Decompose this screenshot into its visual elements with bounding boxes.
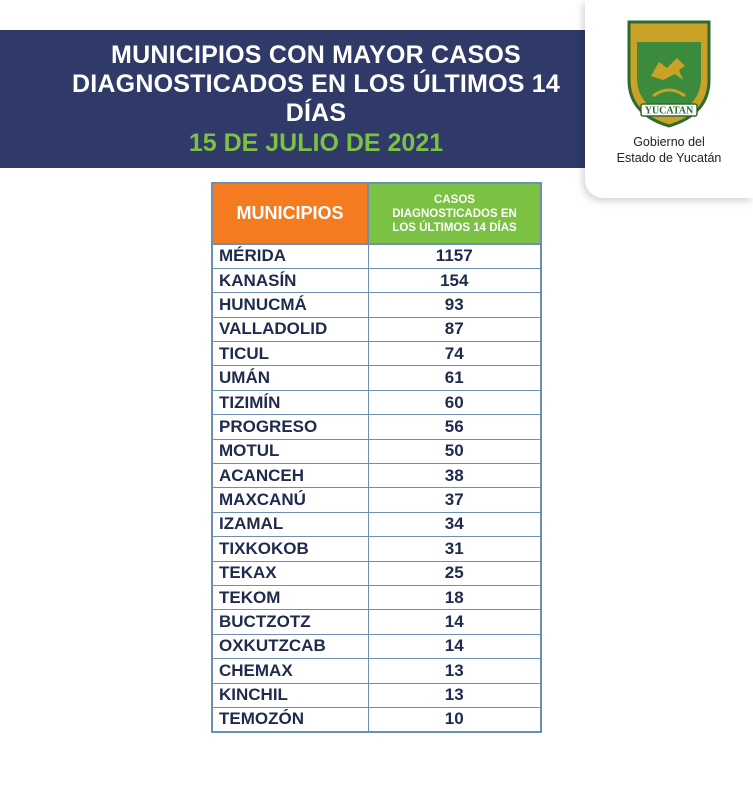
table-row	[212, 268, 541, 292]
logo-line-1: Gobierno del	[633, 135, 705, 149]
casos-value: 25	[368, 561, 541, 585]
casos-value: 13	[368, 659, 541, 683]
table-row	[212, 439, 541, 463]
municipio-name: TEKOM	[212, 585, 368, 609]
municipio-name: ACANCEH	[212, 464, 368, 488]
table-row	[212, 634, 541, 658]
table-row	[212, 390, 541, 414]
casos-value: 34	[368, 512, 541, 536]
yucatan-crest-icon	[623, 18, 715, 130]
municipio-name: TEMOZÓN	[212, 707, 368, 731]
casos-value: 14	[368, 634, 541, 658]
municipio-name: VALLADOLID	[212, 317, 368, 341]
casos-value: 14	[368, 610, 541, 634]
table-row	[212, 561, 541, 585]
table-row	[212, 244, 541, 268]
table-row	[212, 317, 541, 341]
municipio-name: TICUL	[212, 342, 368, 366]
table-row	[212, 683, 541, 707]
table-header-row	[212, 183, 541, 244]
title-line-1: MUNICIPIOS CON MAYOR CASOS	[111, 40, 521, 69]
casos-value: 13	[368, 683, 541, 707]
title-banner	[0, 30, 592, 168]
municipio-name: TIXKOKOB	[212, 537, 368, 561]
table-row	[212, 342, 541, 366]
logo-caption	[617, 134, 722, 166]
municipio-name: TIZIMÍN	[212, 390, 368, 414]
government-logo-card	[585, 0, 753, 198]
table-row	[212, 464, 541, 488]
table-row	[212, 415, 541, 439]
municipio-name: TEKAX	[212, 561, 368, 585]
table-row	[212, 659, 541, 683]
table-row	[212, 293, 541, 317]
casos-value: 56	[368, 415, 541, 439]
municipio-name: KANASÍN	[212, 268, 368, 292]
header-casos	[368, 183, 541, 244]
table-row	[212, 512, 541, 536]
casos-value: 61	[368, 366, 541, 390]
table-row	[212, 488, 541, 512]
municipio-name: HUNUCMÁ	[212, 293, 368, 317]
crest-label: YUCATAN	[644, 105, 694, 117]
casos-value: 93	[368, 293, 541, 317]
table-row	[212, 366, 541, 390]
title-line-2: DIAGNOSTICADOS EN LOS ÚLTIMOS 14 DÍAS	[72, 69, 560, 127]
casos-value: 87	[368, 317, 541, 341]
table-row	[212, 707, 541, 731]
municipio-name: MÉRIDA	[212, 244, 368, 268]
municipio-name: PROGRESO	[212, 415, 368, 439]
table-row	[212, 537, 541, 561]
header-casos-line-2: DIAGNOSTICADOS EN	[392, 207, 517, 220]
municipio-name: MAXCANÚ	[212, 488, 368, 512]
report-date: 15 DE JULIO DE 2021	[188, 128, 444, 157]
municipio-name: UMÁN	[212, 366, 368, 390]
table-body	[212, 244, 541, 732]
municipio-name: OXKUTZCAB	[212, 634, 368, 658]
casos-value: 31	[368, 537, 541, 561]
casos-value: 154	[368, 268, 541, 292]
header-municipios: MUNICIPIOS	[212, 183, 368, 244]
table-row	[212, 610, 541, 634]
municipio-name: KINCHIL	[212, 683, 368, 707]
casos-value: 18	[368, 585, 541, 609]
casos-value: 10	[368, 707, 541, 731]
casos-value: 37	[368, 488, 541, 512]
municipio-name: CHEMAX	[212, 659, 368, 683]
municipios-table	[211, 182, 542, 733]
casos-value: 1157	[368, 244, 541, 268]
casos-value: 74	[368, 342, 541, 366]
logo-line-2: Estado de Yucatán	[616, 151, 722, 165]
municipio-name: BUCTZOTZ	[212, 610, 368, 634]
casos-value: 60	[368, 390, 541, 414]
header-casos-line-1: CASOS	[434, 193, 475, 206]
casos-value: 38	[368, 464, 541, 488]
header-casos-line-3: LOS ÚLTIMOS 14 DÍAS	[392, 221, 517, 234]
table-row	[212, 585, 541, 609]
municipio-name: MOTUL	[212, 439, 368, 463]
municipio-name: IZAMAL	[212, 512, 368, 536]
casos-value: 50	[368, 439, 541, 463]
